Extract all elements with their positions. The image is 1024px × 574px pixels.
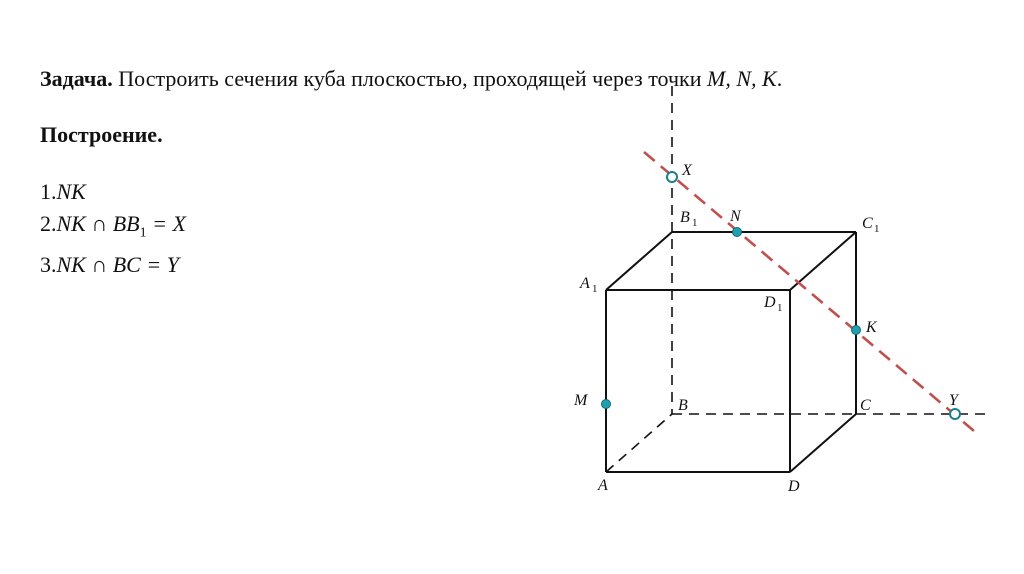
edge-c1d1 bbox=[790, 232, 856, 290]
point-x bbox=[667, 172, 677, 182]
edge-ab-hidden bbox=[606, 414, 672, 472]
point-k bbox=[852, 326, 861, 335]
step-subscript: 1 bbox=[139, 225, 147, 241]
task-text: Построить сечения куба плоскостью, проходящей через точки bbox=[118, 66, 707, 91]
label-d1-subscript: 1 bbox=[777, 302, 783, 314]
label-a1: A bbox=[580, 275, 590, 292]
label-m: M bbox=[574, 392, 588, 409]
label-d: D bbox=[788, 478, 800, 495]
label-x: X bbox=[682, 162, 692, 179]
step-number: 2. bbox=[40, 211, 57, 236]
label-n: N bbox=[730, 208, 741, 225]
label-c1-subscript: 1 bbox=[874, 223, 880, 235]
step-expression: NK ∩ BB bbox=[56, 211, 140, 236]
label-c: C bbox=[860, 397, 871, 414]
point-n bbox=[733, 228, 742, 237]
task-label: Задача. bbox=[40, 66, 113, 91]
construction-heading: Построение. bbox=[40, 122, 163, 147]
task-points: M, N, K bbox=[707, 66, 777, 91]
step-expression-tail: = X bbox=[146, 211, 186, 236]
step-expression: NK ∩ BC = Y bbox=[56, 252, 179, 278]
edge-a1b1 bbox=[606, 232, 672, 290]
label-c1: C bbox=[862, 215, 873, 232]
edge-dc bbox=[790, 414, 856, 472]
task-end: . bbox=[776, 66, 783, 91]
label-y: Y bbox=[949, 392, 958, 409]
point-y bbox=[950, 409, 960, 419]
step-number: 3. bbox=[40, 252, 57, 278]
section-line-nk bbox=[644, 152, 980, 436]
label-b: B bbox=[678, 397, 688, 414]
label-a: A bbox=[598, 477, 608, 494]
point-m bbox=[602, 400, 611, 409]
step-expression: NK bbox=[56, 179, 86, 204]
label-a1-subscript: 1 bbox=[592, 283, 598, 295]
label-b1-subscript: 1 bbox=[692, 217, 698, 229]
step-number: 1. bbox=[40, 179, 57, 204]
label-k: K bbox=[866, 319, 877, 336]
label-b1: B bbox=[680, 209, 690, 226]
label-d1: D bbox=[764, 294, 776, 311]
